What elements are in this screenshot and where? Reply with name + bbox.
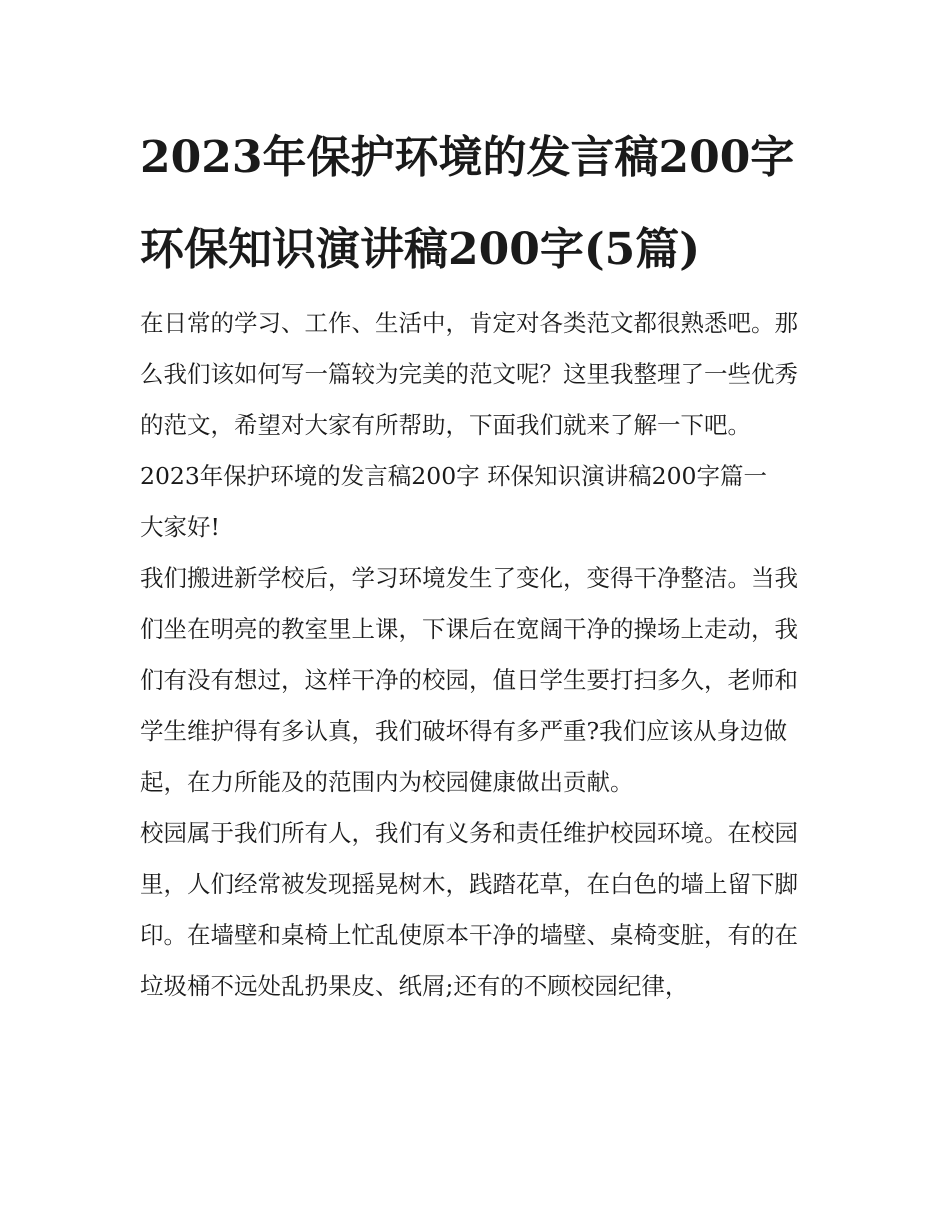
document-title: 2023年保护环境的发言稿200字 环保知识演讲稿200字(5篇) [140,132,795,275]
body-paragraph-1: 我们搬进新学校后，学习环境发生了变化，变得干净整洁。当我们坐在明亮的教室里上课，下课后在宽阔干净的操场上走动，我们有没有想过，这样干净的校园，值日学生要打扫多久，老师和学生维护得有多认真，我们破坏得有多严重?我们应该从身边做起，在力所能及的范围内为校园健康做出贡献。 [140,564,798,796]
greeting-paragraph: 大家好! [140,513,220,541]
body-paragraph-2: 校园属于我们所有人，我们有义务和责任维护校园环境。在校园里，人们经常被发现摇晃树木，践踏花草，在白色的墙上留下脚印。在墙壁和桌椅上忙乱使原本干净的墙壁、桌椅变脏，有的在垃圾桶不远处乱扔果皮、纸屑;还有的不顾校园纪律， [140,819,798,1000]
section-heading: 2023年保护环境的发言稿200字 环保知识演讲稿200字篇一 [140,462,767,490]
intro-paragraph: 在日常的学习、工作、生活中，肯定对各类范文都很熟悉吧。那么我们该如何写一篇较为完美的范文呢？这里我整理了一些优秀的范文，希望对大家有所帮助，下面我们就来了解一下吧。 [140,309,798,439]
document-page [140,112,816,1012]
